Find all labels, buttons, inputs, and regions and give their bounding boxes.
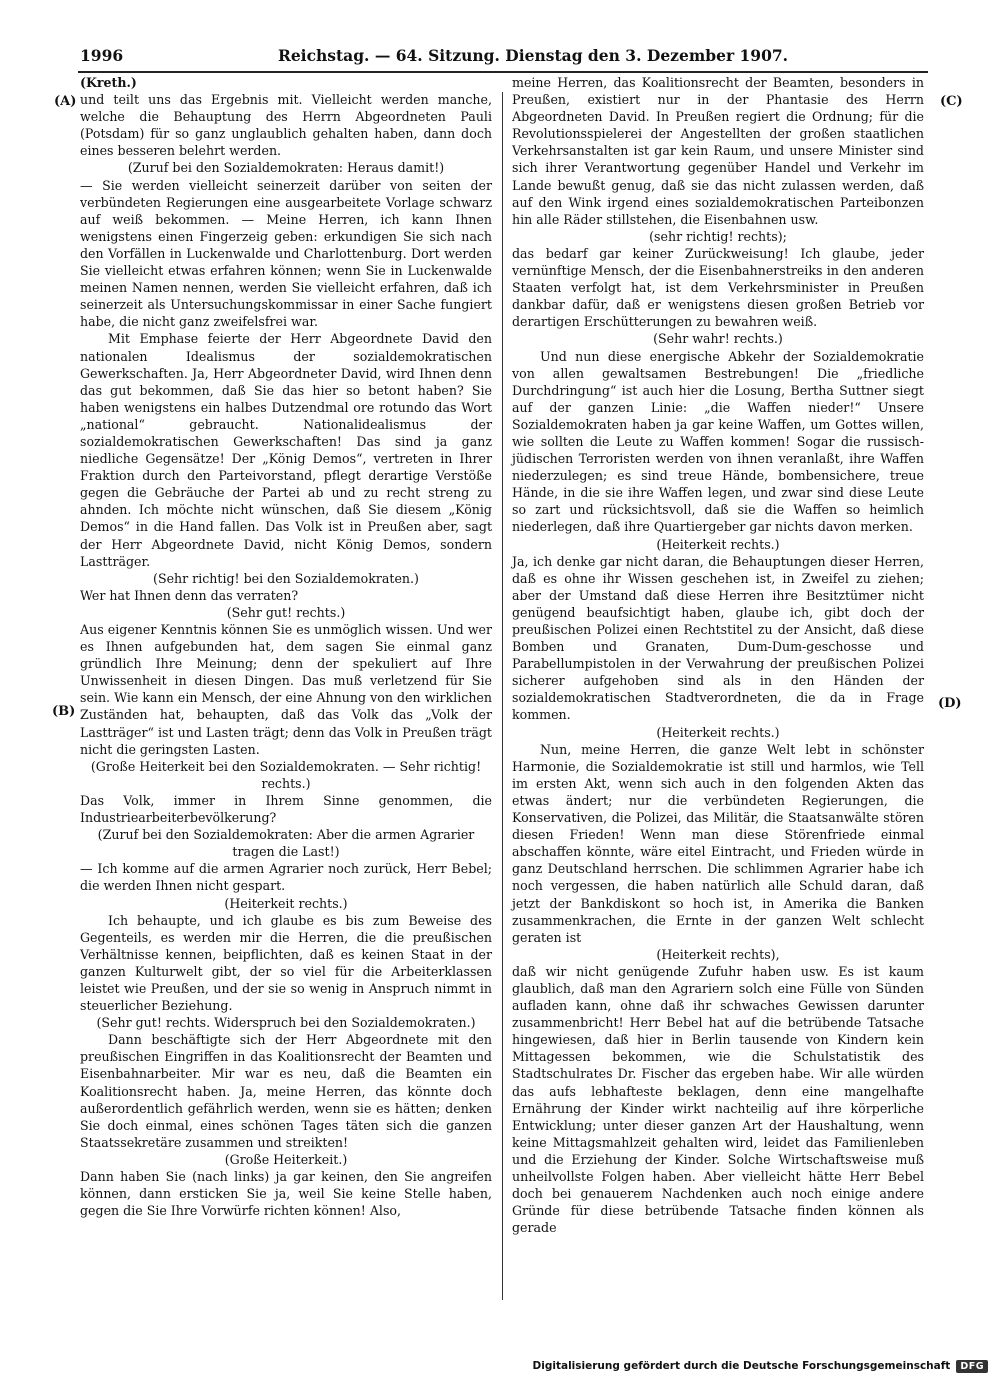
interjection: (Heiterkeit rechts.): [656, 536, 780, 552]
paragraph: meine Herren, das Koalitionsrecht der Beamten, besonders in Preußen, existiert nur in der Phantasie des Herrn Abgeordneten David. In Preußen regiert die Ordnung; für die Revolutionsspielerei der Angestellten der großen staatlichen Verkehrsanstalten ist gar kein Raum, und unsere Minister sind sich ihrer Verantwortung gegenüber Handel und Verkehr im Lande bewußt genug, daß sie das nicht zulassen werden, daß auf den Wink irgend eines sozialdemokratischen Parteibonzen hin alle Räder stillstehen, die Eisenbahnen usw.: [512, 75, 924, 227]
margin-mark-a: (A): [54, 94, 77, 109]
interjection: (Sehr wahr! rechts.): [653, 331, 783, 347]
interjection: (Zuruf bei den Sozialdemokraten: Aber die armen Agrarier tragen die Last!): [97, 827, 475, 860]
paragraph: Dann beschäftigte sich der Herr Abgeordnete mit den preußischen Eingriffen in das Koalitionsrecht der Beamten und Eisenbahnarbeiter. Mir war es neu, daß die Beamten ein Koalitionsrecht haben. Ja, meine Herren, das könnte doch außerordentlich gefährlich werden, wenn sie es hätten; denken Sie doch einmal, eines schönen Tages täten sich die ganzen Staatssekretäre zusammen und streikten!: [80, 1032, 492, 1150]
paragraph: Ja, ich denke gar nicht daran, die Behauptungen dieser Herren, daß es ohne ihr Wissen geschehen ist, in Zweifel zu ziehen; aber der Umstand daß diese Herren ihre Besitztümer nicht genügend beaufsichtigt haben, glaube ich, gibt doch der preußischen Polizei einen Rechtstitel zu der Ansicht, daß diese Bomben und Granaten, Dum-Dum-geschosse und Parabellumpistolen in der Verwahrung der preußischen Polizei sicherer aufgehoben sind als in den Händen der sozialdemokratischen Stadtverordneten, die da in Frage kommen.: [512, 553, 924, 723]
speaker-name: (Kreth.): [80, 75, 137, 90]
margin-mark-d: (D): [938, 696, 962, 711]
footer-text: Digitalisierung gefördert durch die Deutsche Forschungsgemeinschaft: [532, 1360, 951, 1372]
interjection: (Heiterkeit rechts),: [656, 946, 780, 962]
paragraph: — Sie werden vielleicht seinerzeit darüber von seiten der verbündeten Regierungen eine ausgearbeitete Vorlage schwarz auf weiß bekommen. — Meine Herren, ich kann Ihnen wenigstens einen Fingerzeig geben: erkundigen Sie sich nach den Vorfällen in Luckenwalde und Charlottenburg. Dort werden Sie vielleicht etwas erfahren können; wenn Sie in Luckenwalde meinen Namen nennen, werden Sie vielleicht erfahren, daß ich seinerzeit als Untersuchungskommissar in einer Sache fungiert habe, die nicht ganz zweifelsfrei war.: [80, 177, 492, 330]
paragraph: Wer hat Ihnen denn das verraten?: [80, 587, 299, 603]
page-number: 1996: [80, 46, 124, 65]
interjection: (sehr richtig! rechts);: [649, 228, 787, 244]
running-title: Reichstag. — 64. Sitzung. Dienstag den 3. Dezember 1907.: [277, 46, 789, 65]
margin-mark-c: (C): [940, 94, 963, 109]
interjection: (Heiterkeit rechts.): [656, 724, 780, 740]
paragraph: Aus eigener Kenntnis können Sie es unmöglich wissen. Und wer es Ihnen aufgebunden hat, dem sagen Sie einmal ganz gründlich Ihre Meinung; denn der spekuliert auf Ihre Unwissenheit in diesen Dingen. Das muß verletzend für Sie sein. Wie kann ein Mensch, der eine Ahnung von den wirklichen Zuständen hat, behaupten, daß das Volk das „Volk der Lastträger“ ist und Lasten trägt; denn das Volk in Preußen trägt nicht die geringsten Lasten.: [80, 622, 492, 757]
column-divider: [502, 92, 503, 1300]
interjection: (Große Heiterkeit bei den Sozialdemokraten. — Sehr richtig! rechts.): [90, 758, 482, 791]
interjection: (Große Heiterkeit.): [224, 1151, 348, 1167]
paragraph: Das Volk, immer in Ihrem Sinne genommen, die Industriearbeiterbevölkerung?: [80, 792, 492, 826]
page-header: [80, 44, 926, 68]
paragraph: das bedarf gar keiner Zurückweisung! Ich glaube, jeder vernünftige Mensch, der die Eisenbahnerstreiks in den anderen Staaten verfolgt hat, ist dem Verkehrsminister in Preußen dankbar dafür, daß er wenigstens diesen großen Betrieb vor derartigen Erschütterungen zu bewahren weiß.: [512, 245, 924, 330]
interjection: (Zuruf bei den Sozialdemokraten: Heraus damit!): [127, 160, 445, 176]
left-column: [80, 74, 492, 1219]
paragraph: Und nun diese energische Abkehr der Sozialdemokratie von allen gewaltsamen Bestrebungen! Die „friedliche Durchdringung“ ist auch hier die Losung, Bertha Suttner siegt auf der ganzen Linie: „die Waffen nieder!“ Unsere Sozialdemokraten haben ja gar keine Waffen, um Gottes willen, wie sollten die Leute zu Waffen kommen! Sogar die russisch-jüdischen Terroristen werden von ihnen veranlaßt, ihre Waffen niederzulegen; es sind treue Hände, bombensichere, treue Hände, in die sie ihre Waffen legen, und zwar sind diese Leute so zart und rücksichtsvoll, daß sie die Waffen so heimlich niederlegen, daß ihre Quartiergeber gar nichts davon merken.: [512, 348, 924, 535]
margin-mark-b: (B): [52, 704, 76, 719]
dfg-logo: DFG: [956, 1360, 988, 1373]
digitization-footer: [533, 1358, 988, 1374]
paragraph: Nun, meine Herren, die ganze Welt lebt in schönster Harmonie, die Sozialdemokratie ist still und harmlos, wie Tell im ersten Akt, wenn sich auch in den folgenden Akten das etwas ändert; nur die verbündeten Regierungen, die Konservativen, die Polizei, das Militär, die Staatsanwälte stören diesen Frieden! Wenn man diese Störenfriede einmal abschaffen könnte, wäre eitel Eintracht, und Frieden würde in ganz Deutschland herrschen. Die schlimmen Agrarier habe ich noch vergessen, die haben natürlich alle Schuld daran, daß jetzt der Bankdiskont so hoch ist, in Amerika die Banken zusammenkrachen, die Ernte in der ganzen Welt schlecht geraten ist: [512, 741, 924, 945]
paragraph: Mit Emphase feierte der Herr Abgeordnete David den nationalen Idealismus der sozialdemokratischen Gewerkschaften. Ja, Herr Abgeordneter David, wird Ihnen denn das gut bekommen, daß Sie das hier so betont haben? Sie haben wenigstens ein halbes Dutzendmal ore rotundo das Wort „national“ gebraucht. Nationalidealismus der sozialdemokratischen Gewerkschaften! Das sind ja ganz niedliche Gegensätze! Der „König Demos“, vertreten in Ihrer Fraktion durch den Parteivorstand, pflegt derartige Verstöße gegen die Gebräuche der Partei ab und zu recht streng zu ahnden. Ich möchte nicht wünschen, daß Sie diesem „König Demos“ in die Hand fallen. Das Volk ist in Preußen aber, sagt der Herr Abgeordnete David, nicht König Demos, sondern Lastträger.: [80, 331, 492, 569]
header-rule: [78, 71, 928, 73]
paragraph: — Ich komme auf die armen Agrarier noch zurück, Herr Bebel; die werden Ihnen nicht gespart.: [80, 861, 492, 894]
interjection: (Sehr gut! rechts. Widerspruch bei den Sozialdemokraten.): [96, 1015, 476, 1031]
interjection: (Heiterkeit rechts.): [224, 895, 348, 911]
paragraph: daß wir nicht genügende Zufuhr haben usw. Es ist kaum glaublich, daß man den Agrariern solch eine Fülle von Sünden aufladen kann, ohne daß ihr schwaches Gewissen darunter zusammenbricht! Herr Bebel hat auf die betrübende Tatsache hingewiesen, daß hier in Berlin tausende von Kindern kein Mittagessen bekommen, wie die Schulstatistik des Stadtschulrates Dr. Fischer das ergeben habe. Wir alle würden das aufs lebhafteste beklagen, denn eine mangelhafte Ernährung der Kinder wirkt nachteilig auf ihre körperliche Entwicklung; unter dieser ganzen Art der Haushaltung, wenn keine Mittagsmahlzeit gehalten wird, leidet das Familienleben und die Erziehung der Kinder. Solche Wirtschaftsweise muß unheilvollste Folgen haben. Aber vielleicht hätte Herr Bebel doch bei genauerem Nachdenken auch noch einige andere Gründe für diese betrübende Tatsache finden können als gerade: [512, 963, 924, 1236]
paragraph: Dann haben Sie (nach links) ja gar keinen, den Sie angreifen können, dann ersticken Sie ja, weil Sie keine Stelle haben, gegen die Sie Ihre Vorwürfe richten können! Also,: [80, 1169, 492, 1219]
paragraph: Ich behaupte, und ich glaube es bis zum Beweise des Gegenteils, es werden mir die Herren, die die preußischen Verhältnisse kennen, beipflichten, daß es keinen Staat in der ganzen Kulturwelt gibt, der so viel für die Arbeiterklassen leistet wie Preußen, und der sie so wenig in Anspruch nimmt in steuerlicher Beziehung.: [80, 912, 492, 1014]
paragraph: und teilt uns das Ergebnis mit. Vielleicht werden manche, welche die Behauptung des Herrn Abgeordneten Pauli (Potsdam) für so ganz unglaublich gehalten haben, dann doch eines besseren belehrt werden.: [80, 92, 492, 159]
right-column: [512, 74, 924, 1236]
interjection: (Sehr gut! rechts.): [226, 604, 346, 620]
interjection: (Sehr richtig! bei den Sozialdemokraten.): [153, 570, 419, 586]
